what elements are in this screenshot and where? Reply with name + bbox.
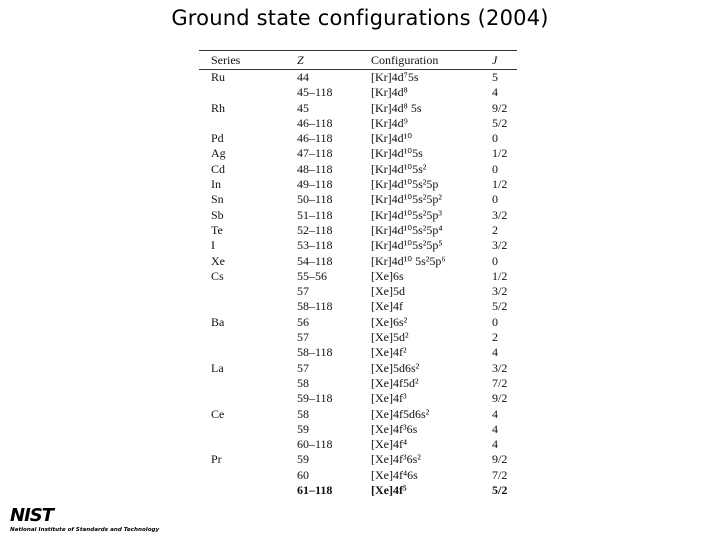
cell-j: 4	[492, 85, 498, 100]
cell-j: 7/2	[492, 467, 508, 482]
cell-configuration: [Xe]4f⁴	[371, 437, 408, 452]
table-row	[199, 391, 517, 406]
cell-z: 44	[297, 70, 309, 84]
cell-configuration: [Xe]4f²	[371, 345, 407, 360]
header-z: Z	[297, 53, 304, 67]
table-row	[199, 422, 517, 437]
cell-j: 5/2	[492, 483, 508, 498]
cell-series: Pd	[211, 131, 224, 146]
cell-j: 1/2	[492, 146, 508, 161]
table-row	[199, 483, 517, 498]
table-row	[199, 146, 517, 161]
nist-org-name: National Institute of Standards and Technology	[10, 527, 160, 533]
cell-z: 53–118	[297, 238, 333, 253]
configuration-table	[199, 47, 517, 502]
cell-configuration: [Xe]4f5d6s²	[371, 406, 430, 421]
cell-series: Pr	[211, 452, 222, 467]
cell-configuration: [Xe]6s²	[371, 314, 408, 329]
cell-configuration: [Xe]4f5d²	[371, 375, 419, 390]
cell-configuration: [Kr]4d¹⁰5s²5p	[371, 177, 439, 192]
table-row	[199, 177, 517, 192]
cell-configuration: [Xe]4f³	[371, 391, 407, 406]
cell-series: Ba	[211, 314, 225, 329]
cell-j: 3/2	[492, 284, 508, 299]
cell-series: Rh	[211, 100, 226, 115]
nist-logo: NIST	[10, 505, 54, 526]
table-row	[199, 162, 517, 177]
cell-series: Te	[211, 222, 223, 237]
cell-j: 4	[492, 406, 498, 421]
cell-series: Ag	[211, 146, 226, 161]
cell-j: 1/2	[492, 177, 508, 192]
cell-configuration: [Kr]4d¹⁰5s²5p³	[371, 207, 442, 222]
slide-title: Ground state configurations (2004)	[171, 6, 549, 30]
cell-z: 54–118	[297, 253, 333, 268]
table-header-row	[199, 51, 517, 69]
cell-z: 50–118	[297, 192, 333, 207]
cell-series: Xe	[211, 253, 225, 268]
cell-configuration: [Xe]6s	[371, 268, 404, 283]
table-row	[199, 468, 517, 483]
cell-configuration: [Kr]4d⁹	[371, 115, 408, 130]
cell-z: 45–118	[297, 85, 333, 100]
cell-configuration: [Xe]4f⁴6s	[371, 467, 418, 482]
cell-series: La	[211, 360, 224, 375]
header-series: Series	[211, 53, 241, 67]
cell-z: 60–118	[297, 437, 333, 452]
header-configuration: Configuration	[371, 53, 439, 67]
cell-configuration: [Kr]4d¹⁰5s²5p⁴	[371, 222, 443, 237]
cell-configuration: [Xe]4f	[371, 299, 403, 314]
cell-series: Ce	[211, 406, 225, 421]
cell-j: 7/2	[492, 375, 508, 390]
cell-z: 46–118	[297, 131, 333, 146]
cell-z: 57	[297, 284, 309, 299]
cell-z: 58–118	[297, 299, 333, 314]
cell-z: 57	[297, 360, 309, 375]
cell-configuration: [Xe]5d	[371, 284, 405, 299]
cell-series: Cd	[211, 161, 226, 176]
cell-j: 9/2	[492, 452, 508, 467]
table-row	[199, 437, 517, 452]
cell-series: Ru	[211, 70, 226, 84]
cell-z: 58	[297, 406, 309, 421]
table-row	[199, 85, 517, 100]
table-row	[199, 376, 517, 391]
cell-configuration: [Kr]4d¹⁰5s	[371, 146, 423, 161]
cell-j: 1/2	[492, 268, 508, 283]
cell-z: 47–118	[297, 146, 333, 161]
header-j: J	[492, 53, 498, 67]
table-body	[199, 70, 517, 498]
cell-series: Cs	[211, 268, 224, 283]
table-row	[199, 330, 517, 345]
table-row	[199, 131, 517, 146]
table-row	[199, 452, 517, 467]
cell-j: 3/2	[492, 207, 508, 222]
cell-z: 48–118	[297, 161, 333, 176]
table-row	[199, 254, 517, 269]
table-row	[199, 223, 517, 238]
cell-j: 9/2	[492, 100, 508, 115]
table-row	[199, 116, 517, 131]
cell-j: 2	[492, 330, 498, 345]
cell-configuration: [Kr]4d⁸	[371, 85, 408, 100]
cell-z: 59	[297, 452, 309, 467]
cell-z: 55–56	[297, 268, 327, 283]
table-row	[199, 284, 517, 299]
cell-configuration: [Kr]4d¹⁰5s²5p⁵	[371, 238, 443, 253]
cell-configuration: [Xe]4f³6s	[371, 421, 418, 436]
cell-j: 0	[492, 192, 498, 207]
cell-configuration: [Xe]5d²	[371, 330, 409, 345]
cell-z: 59	[297, 421, 309, 436]
cell-j: 0	[492, 131, 498, 146]
cell-j: 5/2	[492, 299, 508, 314]
cell-z: 61–118	[297, 483, 333, 498]
cell-configuration: [Kr]4d¹⁰5s²5p²	[371, 192, 442, 207]
table-row	[199, 208, 517, 223]
nist-footer	[6, 506, 186, 536]
cell-configuration: [Kr]4d¹⁰	[371, 131, 413, 146]
cell-z: 58	[297, 375, 309, 390]
cell-j: 3/2	[492, 360, 508, 375]
cell-configuration: [Xe]4f⁵	[371, 483, 407, 498]
cell-j: 2	[492, 222, 498, 237]
cell-z: 52–118	[297, 222, 333, 237]
table-row	[199, 361, 517, 376]
cell-series: In	[211, 177, 221, 192]
cell-j: 3/2	[492, 238, 508, 253]
cell-z: 56	[297, 314, 309, 329]
cell-j: 5	[492, 70, 498, 84]
cell-z: 49–118	[297, 177, 333, 192]
table-row	[199, 407, 517, 422]
cell-j: 5/2	[492, 115, 508, 130]
cell-z: 60	[297, 467, 309, 482]
cell-j: 9/2	[492, 391, 508, 406]
cell-z: 57	[297, 330, 309, 345]
cell-configuration: [Xe]5d6s²	[371, 360, 420, 375]
cell-z: 45	[297, 100, 309, 115]
cell-j: 4	[492, 437, 498, 452]
cell-j: 4	[492, 345, 498, 360]
cell-configuration: [Kr]4d⁸ 5s	[371, 100, 422, 115]
cell-configuration: [Kr]4d¹⁰5s²	[371, 161, 427, 176]
table-row	[199, 238, 517, 253]
table-row	[199, 345, 517, 360]
cell-series: I	[211, 238, 215, 253]
table-row	[199, 299, 517, 314]
table-row	[199, 101, 517, 116]
cell-z: 46–118	[297, 115, 333, 130]
cell-j: 0	[492, 161, 498, 176]
cell-configuration: [Xe]4f³6s²	[371, 452, 421, 467]
table-row	[199, 70, 517, 85]
table-row	[199, 315, 517, 330]
cell-series: Sn	[211, 192, 224, 207]
cell-configuration: [Kr]4d⁷5s	[371, 70, 419, 84]
cell-j: 0	[492, 253, 498, 268]
table-row	[199, 192, 517, 207]
cell-series: Sb	[211, 207, 224, 222]
cell-j: 0	[492, 314, 498, 329]
cell-z: 59–118	[297, 391, 333, 406]
cell-z: 58–118	[297, 345, 333, 360]
table-row	[199, 269, 517, 284]
cell-configuration: [Kr]4d¹⁰ 5s²5p⁶	[371, 253, 446, 268]
cell-z: 51–118	[297, 207, 333, 222]
cell-j: 4	[492, 421, 498, 436]
